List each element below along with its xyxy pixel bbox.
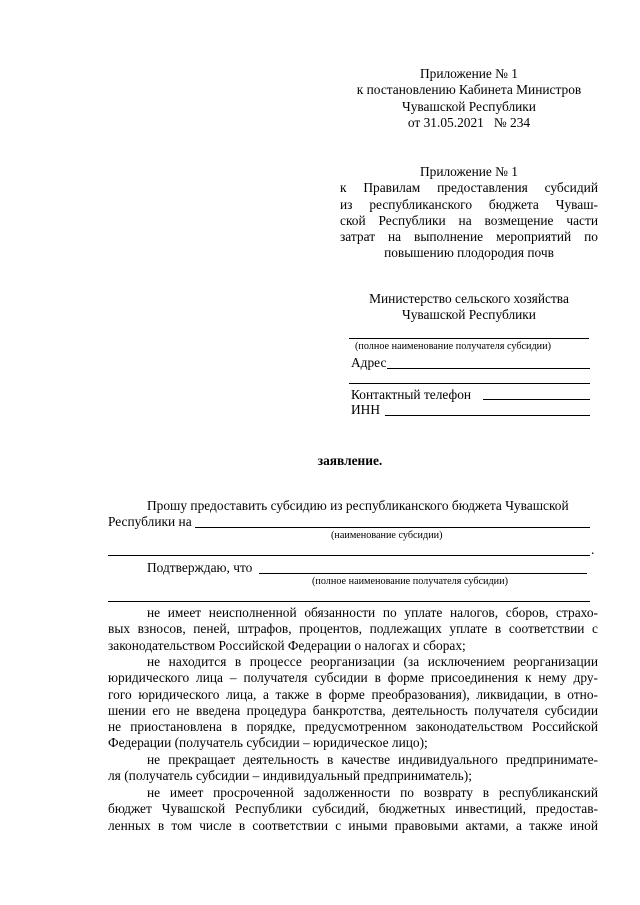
approval-date: от 31.05.2021 № 234 [407,114,531,130]
confirm-recipient-caption: (полное наименование получателя субсидии) [312,576,508,587]
condition-line: гого юридического лица, а также в форме преобразования), ликвидации, в отно- [108,686,598,702]
condition-line: ля (получатель субсидии – индивидуальный предприниматель); [108,768,472,784]
rules-header-line: затрат на выполнение мероприятий по [340,229,598,245]
condition-line: ленных в том числе в соответствии с иными правовыми актами, а также иной [108,817,598,833]
condition-line: не имеет просроченной задолженности по возврату в республиканский [147,785,598,800]
request-line2-label: Республики на [108,514,192,529]
inn-field[interactable] [385,415,590,416]
document-title: заявление. [317,453,383,468]
address-field-line2[interactable] [349,383,590,384]
trailing-dot: . [591,542,595,557]
rules-header-line: из республиканского бюджета Чуваш- [340,196,598,212]
ministry-name: Чувашской Республики [402,307,536,323]
condition-paragraph [108,785,598,834]
confirm-label: Подтверждаю, что [147,560,253,575]
confirm-recipient-field-line2[interactable] [108,601,590,602]
condition-line: Федерации (получатель субсидии – юридическое лицо); [108,735,428,751]
condition-paragraph [108,605,598,654]
approval-header [340,66,598,131]
condition-line: вых взносов, пеней, штрафов, процентов, подлежащих уплате в соответствии с [108,621,598,637]
condition-line: шении его не введена процедура банкротства, деятельность получателя субсидии [108,702,598,718]
condition-line: не имеет неисполненной обязанности по уплате налогов, сборов, страхо- [147,605,598,620]
inn-label: ИНН [351,402,381,417]
condition-line: бюджет Чувашской Республики субсидий, бюджетных инвестиций, предостав- [108,801,598,817]
rules-header-line: повышению плодородия почв [384,245,554,261]
subsidy-name-caption: (наименование субсидии) [331,530,443,541]
address-field[interactable] [387,368,590,369]
condition-line: не приостановлена в порядке, предусмотренном законодательством Российской [108,719,598,735]
phone-label: Контактный телефон [351,387,472,402]
condition-paragraph [108,752,598,785]
condition-paragraph [108,654,598,752]
addressee-block [340,291,598,324]
confirm-recipient-field[interactable] [259,573,587,574]
approval-line: к постановлению Кабинета Министров [356,82,582,98]
request-line1: Прошу предоставить субсидию из республиканского бюджета Чувашской [147,498,569,513]
condition-line: юридического лица – получателя субсидии в форме присоединения к нему дру- [108,670,598,686]
rules-header-line: к Правилам предоставления субсидий [340,180,598,196]
address-label: Адрес [351,355,387,370]
recipient-name-field[interactable] [349,338,589,339]
ministry-name: Министерство сельского хозяйства [369,291,569,306]
rules-header-line: ской Республики на возмещение части [340,212,598,228]
condition-line: не находится в процессе реорганизации (за исключением реорганизации [147,654,598,669]
approval-line: Приложение № 1 [419,66,519,81]
condition-line: не прекращает деятельность в качестве индивидуального предпринимате- [147,752,598,767]
phone-field[interactable] [483,399,590,400]
condition-line: законодательством Российской Федерации о налогах и сборах; [108,637,466,653]
recipient-name-caption: (полное наименование получателя субсидии) [355,341,551,352]
subsidy-name-field-line2[interactable] [108,555,590,556]
rules-header-title: Приложение № 1 [419,164,519,179]
approval-line: Чувашской Республики [402,98,536,114]
subsidy-name-field[interactable] [195,527,590,528]
rules-header [340,164,598,262]
